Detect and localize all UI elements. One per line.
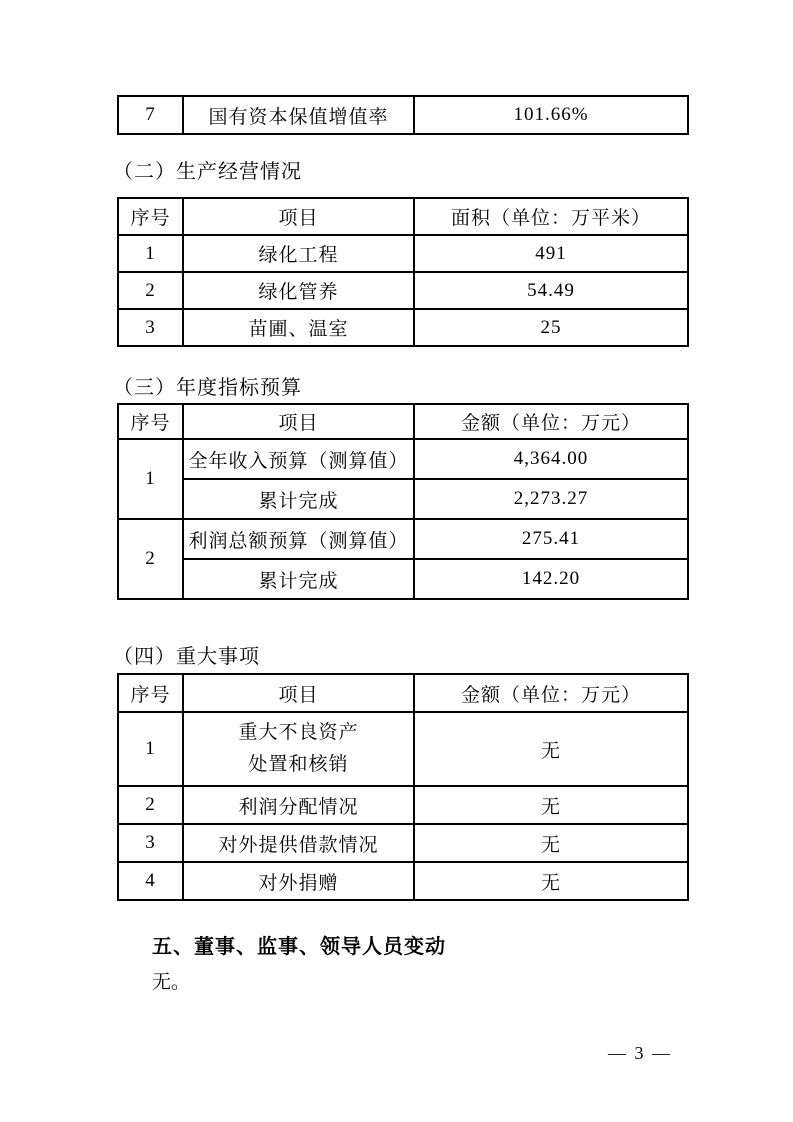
table-row bbox=[118, 235, 688, 272]
value-cell: 无 bbox=[414, 712, 688, 786]
item-cell: 利润总额预算（测算值） bbox=[183, 519, 414, 559]
table-row bbox=[118, 786, 688, 824]
item-cell: 累计完成 bbox=[183, 479, 414, 519]
item-cell: 苗圃、温室 bbox=[183, 309, 414, 346]
budget-table bbox=[117, 403, 689, 600]
item-cell: 国有资本保值增值率 bbox=[183, 96, 414, 134]
item-cell: 对外提供借款情况 bbox=[183, 824, 414, 862]
item-cell: 利润分配情况 bbox=[183, 786, 414, 824]
personnel-changes-body: 无。 bbox=[152, 972, 191, 993]
header-item: 项目 bbox=[183, 198, 414, 235]
value-cell: 无 bbox=[414, 786, 688, 824]
table-row bbox=[118, 272, 688, 309]
table-header-row bbox=[118, 198, 688, 235]
item-cell: 绿化工程 bbox=[183, 235, 414, 272]
value-cell: 2,273.27 bbox=[414, 479, 688, 519]
item-line-2: 处置和核销 bbox=[248, 754, 349, 775]
table-row bbox=[118, 309, 688, 346]
seq-cell: 1 bbox=[118, 712, 183, 786]
header-value: 金额（单位：万元） bbox=[414, 674, 688, 712]
value-cell: 25 bbox=[414, 309, 688, 346]
seq-cell: 3 bbox=[118, 824, 183, 862]
value-cell: 无 bbox=[414, 824, 688, 862]
header-value: 金额（单位：万元） bbox=[414, 404, 688, 439]
header-seq: 序号 bbox=[118, 198, 183, 235]
section-heading-personnel-changes: 五、董事、监事、领导人员变动 bbox=[152, 936, 446, 958]
seq-cell: 3 bbox=[118, 309, 183, 346]
item-cell: 绿化管养 bbox=[183, 272, 414, 309]
table-row bbox=[118, 824, 688, 862]
item-cell bbox=[183, 712, 414, 786]
section-heading-production: （二）生产经营情况 bbox=[113, 161, 302, 183]
item-cell: 全年收入预算（测算值） bbox=[183, 439, 414, 479]
table-row bbox=[118, 519, 688, 559]
header-value: 面积（单位：万平米） bbox=[414, 198, 688, 235]
production-table bbox=[117, 197, 689, 347]
page-number: — 3 — bbox=[608, 1043, 672, 1063]
header-item: 项目 bbox=[183, 674, 414, 712]
seq-cell: 2 bbox=[118, 519, 183, 599]
major-events-table bbox=[117, 673, 689, 901]
table-header-row bbox=[118, 674, 688, 712]
seq-cell: 7 bbox=[118, 96, 183, 134]
value-cell: 275.41 bbox=[414, 519, 688, 559]
table-row bbox=[118, 479, 688, 519]
seq-cell: 1 bbox=[118, 439, 183, 519]
value-cell: 无 bbox=[414, 862, 688, 900]
indicator-table-partial bbox=[117, 95, 689, 135]
value-cell: 491 bbox=[414, 235, 688, 272]
section-heading-major-events: （四）重大事项 bbox=[113, 646, 260, 668]
section-heading-budget: （三）年度指标预算 bbox=[113, 377, 302, 399]
item-cell: 累计完成 bbox=[183, 559, 414, 599]
seq-cell: 2 bbox=[118, 272, 183, 309]
table-row bbox=[118, 96, 688, 134]
item-cell: 对外捐赠 bbox=[183, 862, 414, 900]
item-line-1: 重大不良资产 bbox=[238, 722, 359, 743]
table-row bbox=[118, 559, 688, 599]
seq-cell: 4 bbox=[118, 862, 183, 900]
header-seq: 序号 bbox=[118, 674, 183, 712]
value-cell: 54.49 bbox=[414, 272, 688, 309]
header-item: 项目 bbox=[183, 404, 414, 439]
table-row bbox=[118, 862, 688, 900]
value-cell: 101.66% bbox=[414, 96, 688, 134]
value-cell: 4,364.00 bbox=[414, 439, 688, 479]
table-header-row bbox=[118, 404, 688, 439]
seq-cell: 1 bbox=[118, 235, 183, 272]
table-row bbox=[118, 712, 688, 786]
header-seq: 序号 bbox=[118, 404, 183, 439]
seq-cell: 2 bbox=[118, 786, 183, 824]
table-row bbox=[118, 439, 688, 479]
value-cell: 142.20 bbox=[414, 559, 688, 599]
